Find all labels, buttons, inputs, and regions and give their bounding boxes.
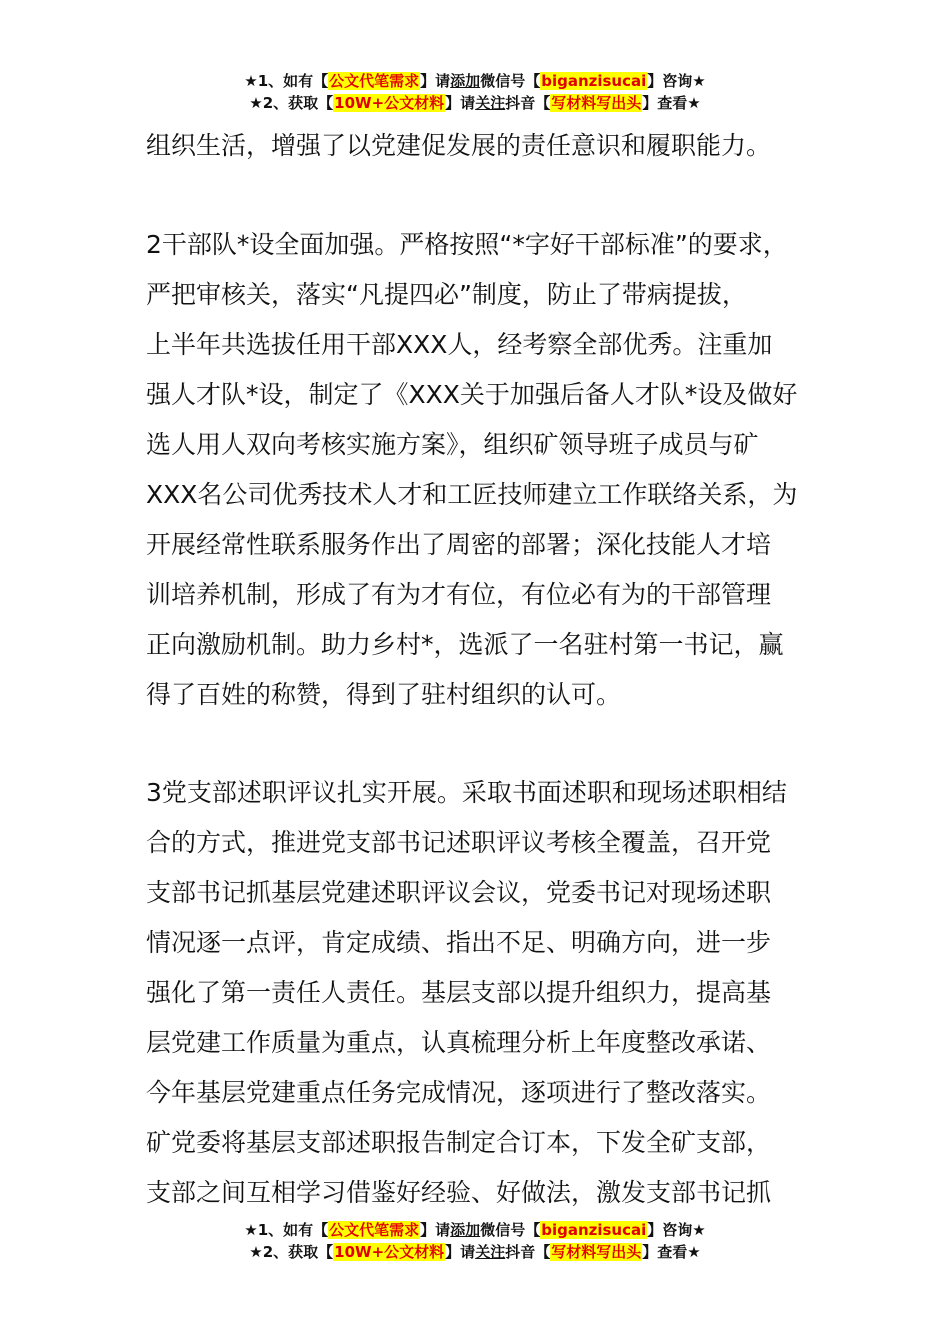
banner-text: 2、获取【 [262,94,334,112]
header-banner-line-1 [0,70,950,92]
highlight-materials: 10W+公文材料 [334,94,445,112]
footer-banner-line-1 [0,1219,950,1241]
text-line: 正向激励机制。助力乡村*，选派了一名驻村第一书记，赢 [146,630,784,659]
star-icon: ★ [692,1221,706,1239]
star-icon: ★ [249,1243,263,1261]
text-line: 合的方式，推进党支部书记述职评议考核全覆盖，召开党 [146,828,772,857]
paragraph-continuation [146,121,846,171]
text-line: 强人才队*设，制定了《XXX关于加强后备人才队*设及做好 [146,380,798,409]
text-line: 上半年共选拔任用干部XXX人，经考察全部优秀。注重加 [146,330,773,359]
banner-text: 】咨询 [647,72,693,90]
text-line: 得了百姓的称赞，得到了驻村组织的认可。 [146,680,622,709]
highlight-materials: 10W+公文材料 [334,1243,445,1261]
underlined-text: 添加 [450,72,481,90]
star-icon: ★ [244,1221,258,1239]
highlight-wechat-id: biganzisucai [541,1221,647,1239]
header-banner-line-2 [0,92,950,114]
footer-banner-line-2 [0,1241,950,1263]
highlight-ghostwriting: 公文代笔需求 [329,1221,420,1239]
banner-text: 微信号【 [480,72,541,90]
star-icon: ★ [687,1243,701,1261]
text-line: 情况逐一点评，肯定成绩、指出不足、明确方向，进一步 [146,928,772,957]
highlight-wechat-id: biganzisucai [541,72,647,90]
highlight-douyin-account: 写材料写出头 [551,94,642,112]
banner-text: 】查看 [642,94,688,112]
text-line: 强化了第一责任人责任。基层支部以提升组织力，提高基 [146,978,772,1007]
underlined-text: 添加 [450,1221,481,1239]
banner-text: 】咨询 [647,1221,693,1239]
star-icon: ★ [249,94,263,112]
banner-text: 】请 [445,94,476,112]
banner-text: 抖音【 [505,1243,551,1261]
paragraph-branch-review [146,768,846,1218]
text-line: 支部书记抓基层党建述职评议会议，党委书记对现场述职 [146,878,772,907]
footer-banner [0,1219,950,1263]
text-line: 组织生活，增强了以党建促发展的责任意识和履职能力。 [146,131,772,160]
text-line: XXX名公司优秀技术人才和工匠技师建立工作联络关系，为 [146,480,798,509]
banner-text: 】查看 [642,1243,688,1261]
underlined-text: 关注 [475,94,506,112]
text-line: 支部之间互相学习借鉴好经验、好做法，激发支部书记抓 [146,1178,772,1207]
text-line: 开展经常性联系服务作出了周密的部署；深化技能人才培 [146,530,772,559]
text-line: 矿党委将基层支部述职报告制定合订本，下发全矿支部， [146,1128,772,1157]
banner-text: 1、如有【 [257,72,329,90]
star-icon: ★ [692,72,706,90]
banner-text: 1、如有【 [257,1221,329,1239]
underlined-text: 关注 [475,1243,506,1261]
banner-text: 】请 [420,72,451,90]
text-line: 今年基层党建重点任务完成情况，逐项进行了整改落实。 [146,1078,772,1107]
text-line: 2干部队*设全面加强。严格按照“*字好干部标准”的要求， [146,230,788,259]
text-line: 3党支部述职评议扎实开展。采取书面述职和现场述职相结 [146,778,787,807]
text-line: 选人用人双向考核实施方案》，组织矿领导班子成员与矿 [146,430,759,459]
text-line: 层党建工作质量为重点，认真梳理分析上年度整改承诺、 [146,1028,772,1057]
header-banner [0,70,950,114]
banner-text: 抖音【 [505,94,551,112]
banner-text: 微信号【 [480,1221,541,1239]
banner-text: 2、获取【 [262,1243,334,1261]
banner-text: 】请 [420,1221,451,1239]
star-icon: ★ [244,72,258,90]
highlight-douyin-account: 写材料写出头 [551,1243,642,1261]
star-icon: ★ [687,94,701,112]
text-line: 严把审核关，落实“凡提四必”制度，防止了带病提拔， [146,280,747,309]
text-line: 训培养机制，形成了有为才有位，有位必有为的干部管理 [146,580,772,609]
highlight-ghostwriting: 公文代笔需求 [329,72,420,90]
paragraph-cadre-team [146,220,846,720]
banner-text: 】请 [445,1243,476,1261]
